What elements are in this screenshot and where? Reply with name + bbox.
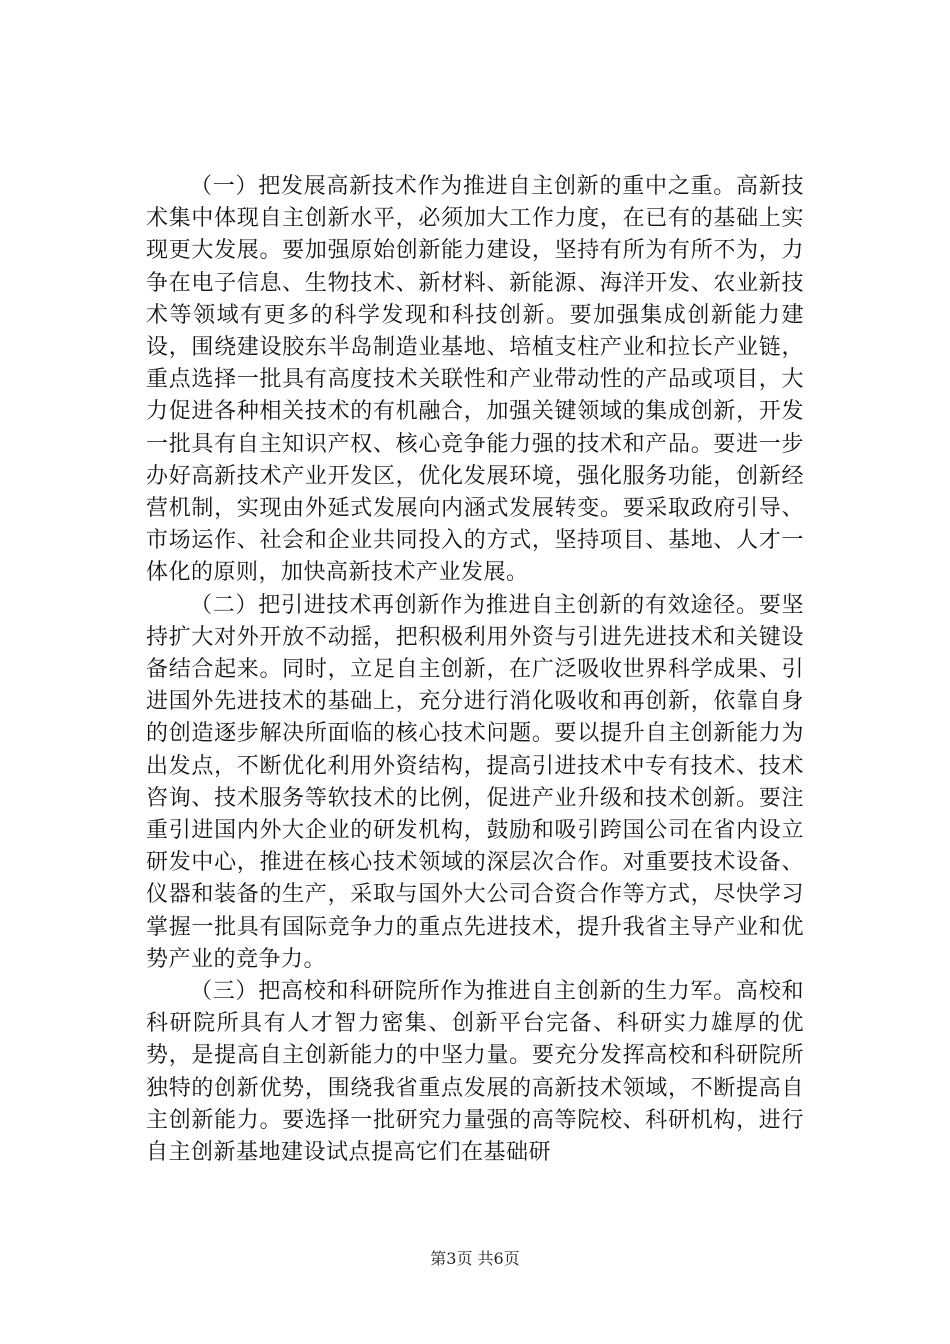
paragraph-technology-import: （二）把引进技术再创新作为推进自主创新的有效途径。要坚持扩大对外开放不动摇，把积极利用外资与引进先进技术和关键设备结合起来。同时，立足自主创新，在广泛吸收世界科学成果、引进国外先进技术的基础上，充分进行消化吸收和再创新，依靠自身的创造逐步解决所面临的核心技术问题。要以提升自主创新能力为出发点，不断优化利用外资结构，提高引进技术中专有技术、技术咨询、技术服务等软技术的比例，促进产业升级和技术创新。要注重引进国内外大企业的研发机构，鼓励和吸引跨国公司在省内设立研发中心，推进在核心技术领域的深层次合作。对重要技术设备、仪器和装备的生产，采取与国外大公司合资合作等方式，尽快学习掌握一批具有国际竞争力的重点先进技术，提升我省主导产业和优势产业的竞争力。 [146,592,804,972]
page-number-footer: 第3页 共6页 [430,1249,520,1268]
document-body [146,171,804,1169]
paragraph-high-tech: （一）把发展高新技术作为推进自主创新的重中之重。高新技术集中体现自主创新水平，必须加大工作力度，在已有的基础上实现更大发展。要加强原始创新能力建设，坚持有所为有所不为，力争在电子信息、生物技术、新材料、新能源、海洋开发、农业新技术等领域有更多的科学发现和科技创新。要加强集成创新能力建设，围绕建设胶东半岛制造业基地、培植支柱产业和拉长产业链，重点选择一批具有高度技术关联性和产业带动性的产品或项目，大力促进各种相关技术的有机融合，加强关键领域的集成创新，开发一批具有自主知识产权、核心竞争能力强的技术和产品。要进一步办好高新技术产业开发区，优化发展环境，强化服务功能，创新经营机制，实现由外延式发展向内涵式发展转变。要采取政府引导、市场运作、社会和企业共同投入的方式，坚持项目、基地、人才一体化的原则，加快高新技术产业发展。 [146,174,804,586]
paragraph-universities-institutes: （三）把高校和科研院所作为推进自主创新的生力军。高校和科研院所具有人才智力密集、创新平台完备、科研实力雄厚的优势，是提高自主创新能力的中坚力量。要充分发挥高校和科研院所独特的创新优势，围绕我省重点发展的高新技术领域，不断提高自主创新能力。要选择一批研究力量强的高等院校、科研机构，进行自主创新基地建设试点提高它们在基础研 [146,979,804,1166]
